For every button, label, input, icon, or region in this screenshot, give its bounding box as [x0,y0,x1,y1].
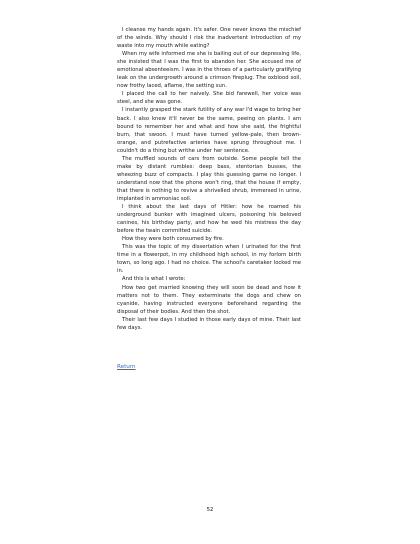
paragraph: When my wife informed me she is bailing out of our depressing life, she insisted that I was the first to abandon her. She accused me of emotional absenteeism. I was in the throes of a particularly gratifying leak on the undergrowth around a crimson fireplug. The oxblood soil, now frothy laced, aflame, the setting sun. [117,51,301,90]
paragraph: I think about the last days of Hitler: how he roamed his underground bunker with imagined ulcers, poisoning his beloved canines, his birthday party, and how he wed his mistress the day before the twain committed suicide. [117,204,301,235]
return-link[interactable]: Return [117,364,136,370]
paragraph: I cleanse my hands again. It's safer. One never knows the mischief of the winds. Why should I risk the inadvertent introduction of my waste into my mouth while eating? [117,27,301,50]
paragraph: Their last few days I studied in those early days of mine. Their last few days. [117,316,301,331]
paragraph: The muffled sounds of cars from outside. Some people tell the make by distant rumbles: deep bass, stentorian busses, the wheezing buzz of compacts. I play this guessing game no longer. I understand now that the phone won't ring, that the house if empty, that there is nothing to revive a shrivelled shrub, immersed in urine, implanted in ammoniac soil. [117,155,301,202]
body-text [117,26,301,332]
paragraph: I instantly grasped the stark futility of any war I'd wage to bring her back. I also knew it'll never be the same, peeing on plants. I am bound to remember her and what and how she said, the frightful burn, that swoon. I must have turned yellow-pale, then brown-orange, and putrefactive arteries have sprung throughout me. I couldn't do a thing but writhe under her sentence. [117,107,301,154]
page-number: 52 [206,507,214,513]
paragraph: This was the topic of my dissertation when I urinated for the first time in a flowerpot, in my childhood high school, in my forlorn birth town, so long ago. I had no choice. The school's caretaker locked me in. [117,244,301,275]
paragraph: And this is what I wrote: [122,276,186,283]
paragraph: How two get married knowing they will soon be dead and how it matters not to them. They exterminate the dogs and chew on cyanide, having instructed everyone beforehand regarding the disposal of their bodies. And then the shot. [117,284,301,315]
paragraph: How they were both consumed by fire. [122,236,224,243]
paragraph: I placed the call to her naively. She bid farewell, her voice was steel, and she was gone. [117,91,301,106]
